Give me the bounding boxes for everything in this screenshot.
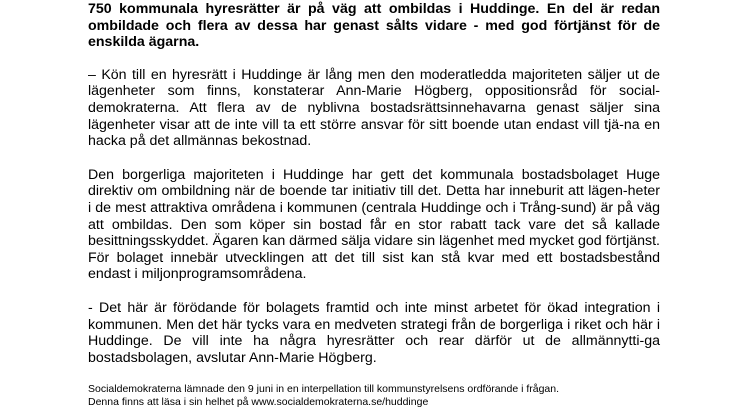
lead-paragraph: 750 kommunala hyresrätter är på väg att ombildas i Huddinge. En del är redan ombildade och flera av dessa har genast sålts vidare - med god förtjänst för de enskilda ägarna. — [88, 1, 660, 51]
body-paragraph-2: Den borgerliga majoriteten i Huddinge har gett det kommunala bostadsbolaget Huge direktiv om ombildning när de boende tar initiativ till det. Detta har inneburit att lägen-heter i de mest attraktiva områdena i kommunen (centrala Huddinge och i Trång-sund) är på väg att ombildas. Den som köper sin bostad får en stor rabatt tack vare det så kallade besittningsskyddet. Ägaren kan därmed sälja vidare sin lägenhet med mycket god förtjänst. För bolaget innebär utvecklingen att det till sist kan stå kvar med ett bostadsbestånd endast i miljonprogramsområdena. — [88, 166, 660, 283]
footnote — [88, 383, 660, 408]
footnote-line-1: Socialdemokraterna lämnade den 9 juni in en interpellation till kommunstyrelsens ordförande i frågan. — [88, 383, 560, 396]
document-page — [88, 0, 660, 408]
body-paragraph-3: - Det här är förödande för bolagets framtid och inte minst arbetet för ökad integration i kommunen. Men det här tycks vara en medveten strategi från de borgerliga i riket och här i Huddinge. De vill inte ha några hyresrätter och rear därför ut de allmännytti-ga bostadsbolagen, avslutar Ann-Marie Högberg. — [88, 299, 660, 366]
body-paragraph-1: – Kön till en hyresrätt i Huddinge är lång men den moderatledda majoriteten säljer ut de lägenheter som finns, konstaterar Ann-Marie Högberg, oppositionsråd för social-demokraterna. Att flera av de nyblivna bostadsrättsinnehavarna genast säljer sina lägenheter visar att de inte vill ta ett större ansvar för sitt boende utan endast vill tjä-na en hacka på det allmännas bekostnad. — [88, 66, 660, 150]
footnote-line-2: Denna finns att läsa i sin helhet på www.socialdemokraterna.se/huddinge — [88, 395, 429, 408]
